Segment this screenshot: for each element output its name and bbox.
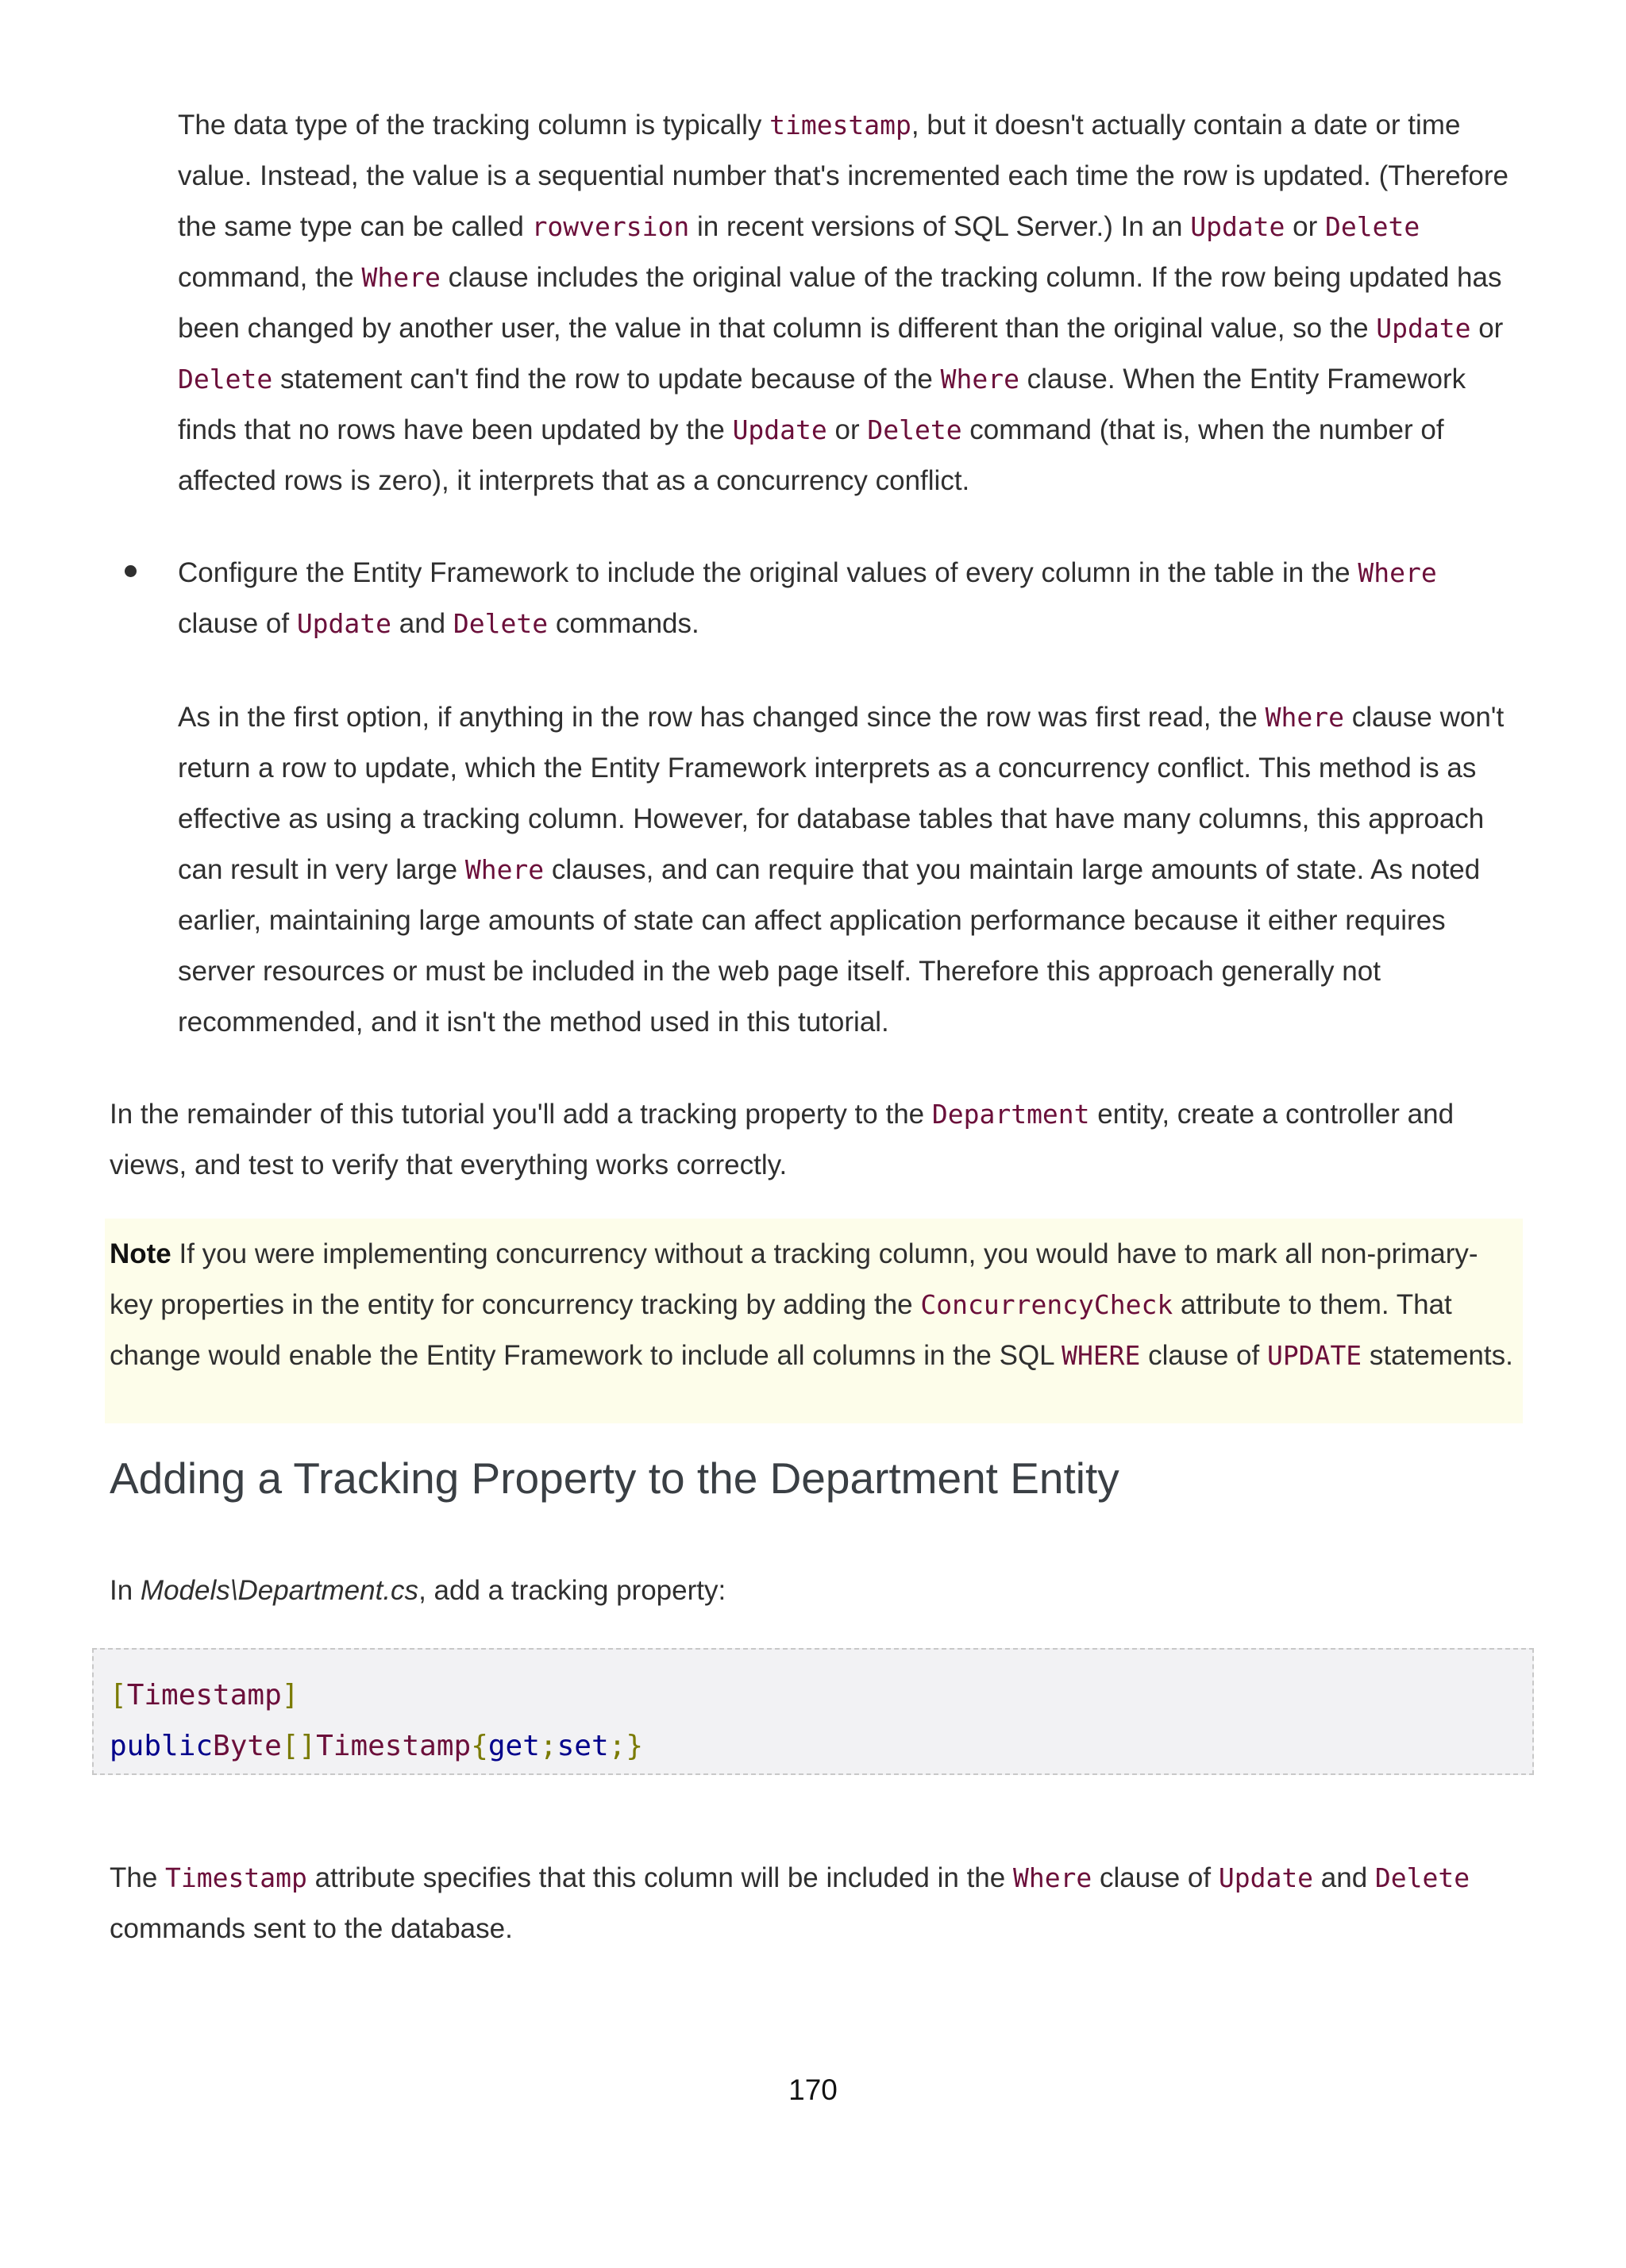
- text-span: statement can't find the row to update because of the: [272, 364, 941, 395]
- inline-code: Update: [296, 608, 392, 639]
- instruction-paragraph: [110, 1565, 1520, 1616]
- text-span: statements.: [1362, 1340, 1513, 1371]
- inline-code: Update: [1376, 313, 1471, 344]
- code-token: public: [110, 1730, 214, 1762]
- tracking-column-paragraph: [178, 100, 1520, 506]
- remainder-paragraph: [110, 1089, 1520, 1191]
- bullet-original-values: [178, 548, 1520, 649]
- inline-code: Update: [732, 414, 827, 445]
- code-token: get: [487, 1730, 540, 1762]
- text-span: clauses, and can require that you maintain large amounts of state. As noted earlier, maintaining large amounts of state can affect application performance because it either requires server resources or must be included in the web page itself. Therefore this approach generally not recommended, and it isn't the method used in this tutorial.: [178, 854, 1481, 1038]
- inline-code: UPDATE: [1266, 1340, 1362, 1371]
- inline-code: Where: [1012, 1862, 1092, 1893]
- code-line-1: [110, 1670, 299, 1721]
- code-token: Timestamp: [126, 1679, 282, 1712]
- inline-code: Delete: [178, 364, 273, 395]
- inline-code: timestamp: [769, 110, 911, 141]
- inline-code: Timestamp: [165, 1862, 307, 1893]
- code-token: ;: [608, 1730, 626, 1762]
- note-paragraph: [110, 1229, 1515, 1381]
- text-span: in recent versions of SQL Server.) In an: [689, 211, 1191, 242]
- text-span: , add a tracking property:: [418, 1575, 726, 1606]
- text-span: or: [826, 414, 868, 445]
- inline-code: Delete: [1374, 1862, 1470, 1893]
- text-span: Configure the Entity Framework to include the original values of every column in the table in the: [178, 557, 1358, 588]
- text-span: commands.: [548, 608, 699, 639]
- code-token: Timestamp: [316, 1730, 472, 1762]
- inline-code: WHERE: [1062, 1340, 1141, 1371]
- code-token: }: [626, 1730, 643, 1762]
- first-option-paragraph: [178, 692, 1520, 1048]
- inline-code: Where: [940, 364, 1019, 395]
- inline-code: Department: [931, 1099, 1090, 1130]
- code-token: [: [110, 1679, 127, 1712]
- text-span: or: [1285, 211, 1325, 242]
- code-token: ]: [281, 1679, 299, 1712]
- bullet-icon: [125, 565, 137, 577]
- text-span: commands sent to the database.: [110, 1913, 513, 1944]
- text-span: The: [110, 1862, 166, 1893]
- text-span: and: [1313, 1862, 1375, 1893]
- text-span: clause of: [1092, 1862, 1219, 1893]
- text-span: In the remainder of this tutorial you'll add a tracking property to the: [110, 1099, 932, 1130]
- inline-code: Where: [464, 854, 545, 885]
- inline-code: Delete: [867, 414, 962, 445]
- timestamp-attribute-paragraph: [110, 1853, 1520, 1954]
- text-span: command (that is, when the number of affected rows is zero), it interprets that as a concurrency conflict.: [178, 414, 1444, 496]
- code-token: Byte: [213, 1730, 282, 1762]
- code-token: {: [471, 1730, 488, 1762]
- inline-code: ConcurrencyCheck: [920, 1289, 1173, 1320]
- text-span: clause includes the original value of the tracking column. If the row being updated has been changed by another user, the value in that column is different than the original value, so the: [178, 262, 1502, 344]
- inline-code: Where: [1358, 557, 1437, 588]
- code-token: set: [557, 1730, 609, 1762]
- note-label: Note: [110, 1238, 171, 1269]
- page-number: 170: [788, 2074, 838, 2106]
- text-span: If you were implementing concurrency without a tracking column, you would have to mark all non-primary-key properties in the entity for concurrency tracking by adding the: [110, 1238, 1478, 1320]
- code-line-2: [110, 1721, 643, 1772]
- text-span: As in the first option, if anything in the row has changed since the row was first read, the: [178, 702, 1266, 733]
- text-span: and: [391, 608, 453, 639]
- section-heading: Adding a Tracking Property to the Department Entity: [110, 1454, 1119, 1503]
- inline-code: rowversion: [531, 211, 690, 242]
- text-span: clause won't return a row to update, which the Entity Framework interprets as a concurrency conflict. This method is as effective as using a tracking column. However, for database tables that have many columns, this approach can result in very large: [178, 702, 1505, 885]
- text-span: or: [1470, 313, 1504, 344]
- text-span: attribute to them. That change would enable the Entity Framework to include all columns in the SQL: [110, 1289, 1452, 1371]
- inline-code: Update: [1218, 1862, 1314, 1893]
- inline-code: Delete: [453, 608, 549, 639]
- inline-code: Delete: [1325, 211, 1420, 242]
- text-span: The data type of the tracking column is typically: [178, 110, 770, 141]
- file-path: Models\Department.cs: [140, 1575, 419, 1606]
- code-token: []: [281, 1730, 317, 1762]
- code-token: ;: [539, 1730, 557, 1762]
- text-span: attribute specifies that this column will be included in the: [306, 1862, 1013, 1893]
- inline-code: Where: [361, 262, 441, 293]
- text-span: In: [110, 1575, 141, 1606]
- text-span: clause of: [1140, 1340, 1267, 1371]
- text-span: command, the: [178, 262, 362, 293]
- inline-code: Where: [1265, 702, 1344, 733]
- text-span: clause. When the Entity Framework finds that no rows have been updated by the: [178, 364, 1466, 445]
- text-span: clause of: [178, 608, 297, 639]
- text-span: entity, create a controller and views, and test to verify that everything works correctly.: [110, 1099, 1455, 1180]
- text-span: , but it doesn't actually contain a date or time value. Instead, the value is a sequential number that's incremented each time the row is updated. (Therefore the same type can be called: [178, 110, 1508, 242]
- inline-code: Update: [1190, 211, 1285, 242]
